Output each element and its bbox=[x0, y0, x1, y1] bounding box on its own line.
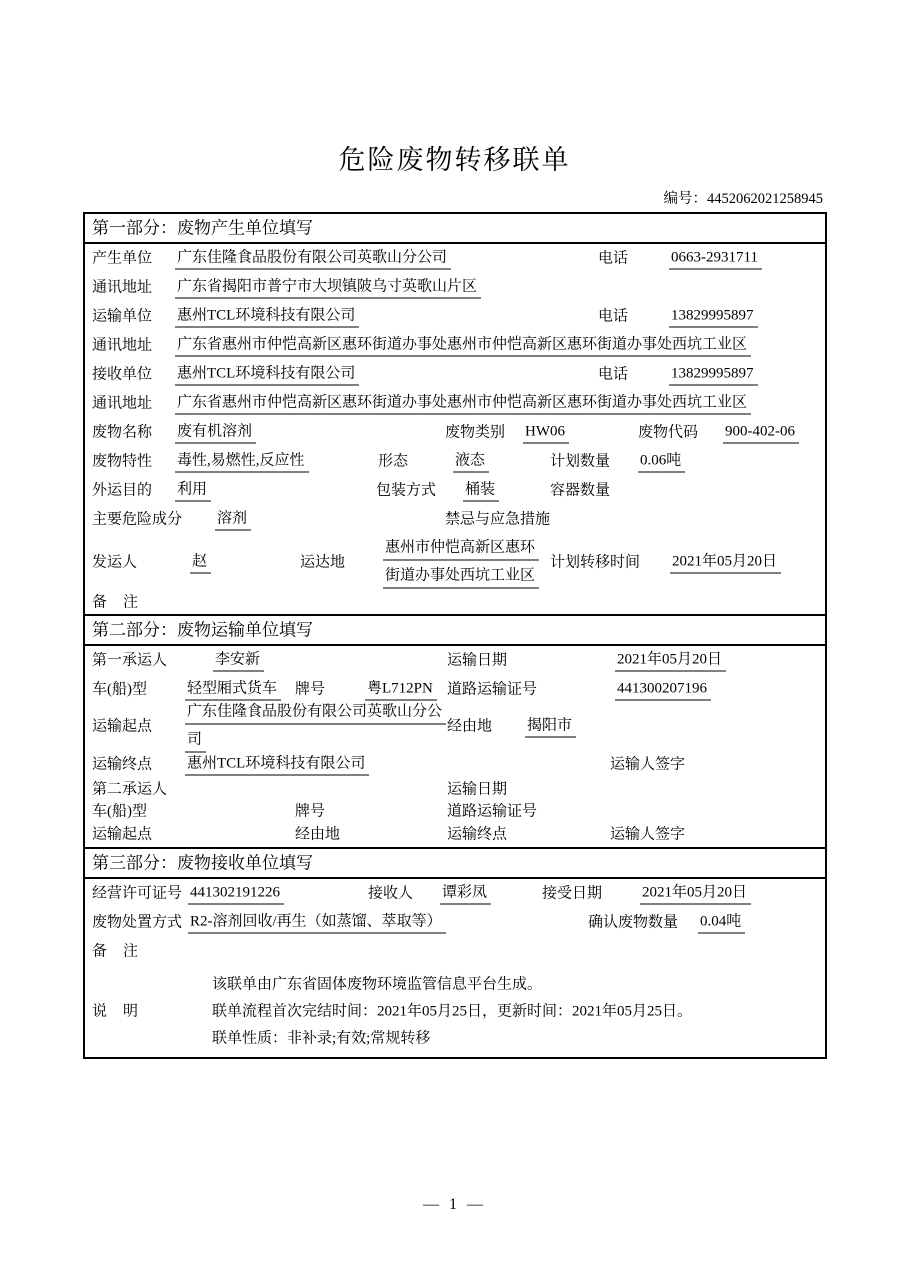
row-producer-address bbox=[85, 273, 825, 302]
waste-code-label: 废物代码 bbox=[638, 424, 699, 440]
row-waste-property bbox=[85, 447, 825, 476]
row-permit bbox=[85, 879, 825, 908]
hazard-label: 主要危险成分 bbox=[92, 511, 183, 527]
row-waste-name bbox=[85, 418, 825, 447]
row-carrier2 bbox=[85, 779, 825, 801]
end1-value: 惠州TCL环境科技有限公司 bbox=[185, 754, 369, 775]
sign1-label: 运输人签字 bbox=[610, 756, 686, 772]
section1-header bbox=[85, 214, 825, 244]
manifest-table bbox=[83, 212, 827, 1059]
row-origin1 bbox=[85, 704, 825, 750]
sign2-label: 运输人签字 bbox=[610, 826, 686, 843]
row-consignor bbox=[85, 534, 825, 591]
note-lines bbox=[212, 971, 692, 1052]
destination-label: 运达地 bbox=[300, 554, 346, 570]
form-label: 形态 bbox=[378, 453, 409, 469]
receive-date-value: 2021年05月20日 bbox=[640, 883, 751, 904]
plan-qty-label: 计划数量 bbox=[550, 453, 611, 469]
waste-name-value: 废有机溶剂 bbox=[175, 422, 256, 443]
carrier1-value: 李安新 bbox=[213, 650, 264, 671]
road-license2-label: 道路运输证号 bbox=[447, 803, 538, 820]
permit-value: 441302191226 bbox=[188, 883, 284, 904]
form-value: 液态 bbox=[453, 451, 489, 472]
waste-name-label: 废物名称 bbox=[92, 424, 153, 440]
row-transporter bbox=[85, 302, 825, 331]
confirm-qty-label: 确认废物数量 bbox=[588, 914, 679, 930]
document-title: 危险废物转移联单 bbox=[338, 145, 571, 175]
carrier1-label: 第一承运人 bbox=[92, 652, 168, 668]
row-hazard bbox=[85, 505, 825, 534]
plan-time-value: 2021年05月20日 bbox=[670, 552, 781, 573]
producer-label: 产生单位 bbox=[92, 250, 153, 266]
section1-header-text: 第一部分：废物产生单位填写 bbox=[92, 218, 313, 238]
row-vehicle2 bbox=[85, 801, 825, 823]
receive-person-label: 接收人 bbox=[368, 885, 414, 901]
section2-header bbox=[85, 614, 825, 646]
producer-tel-value: 0663-2931711 bbox=[669, 248, 762, 269]
transporter-label: 运输单位 bbox=[92, 308, 153, 324]
receiver-tel-value: 13829995897 bbox=[669, 364, 758, 385]
transporter-tel-value: 13829995897 bbox=[669, 306, 758, 327]
row-carrier1 bbox=[85, 646, 825, 675]
via1-value: 揭阳市 bbox=[525, 717, 576, 738]
purpose-value: 利用 bbox=[175, 480, 211, 501]
s1-remark-label: 备注 bbox=[92, 594, 155, 610]
section3-header bbox=[85, 847, 825, 879]
s3-remark-label: 备注 bbox=[92, 943, 155, 959]
destination-line1: 惠州市仲恺高新区惠环 bbox=[383, 537, 539, 560]
producer-tel-label: 电话 bbox=[598, 250, 629, 266]
plan-time-label: 计划转移时间 bbox=[550, 554, 641, 570]
confirm-qty-value: 0.04吨 bbox=[698, 912, 745, 933]
receiver-value: 惠州TCL环境科技有限公司 bbox=[175, 364, 359, 385]
row-purpose bbox=[85, 476, 825, 505]
plate1-label: 牌号 bbox=[295, 681, 326, 697]
row-producer bbox=[85, 244, 825, 273]
plate2-label: 牌号 bbox=[295, 803, 326, 820]
receiver-address-value: 广东省惠州市仲恺高新区惠环街道办事处惠州市仲恺高新区惠环街道办事处西坑工业区 bbox=[175, 393, 751, 414]
row-s3-remark bbox=[85, 937, 825, 966]
receiver-label: 接收单位 bbox=[92, 366, 153, 382]
receive-date-label: 接受日期 bbox=[542, 885, 603, 901]
receiver-address-label: 通讯地址 bbox=[92, 395, 153, 411]
vehicle1-label: 车(船)型 bbox=[92, 681, 147, 697]
disposal-label: 废物处置方式 bbox=[92, 914, 183, 930]
packing-value: 桶装 bbox=[463, 480, 499, 501]
disposal-value: R2-溶剂回收/再生（如蒸馏、萃取等） bbox=[188, 912, 446, 933]
waste-property-value: 毒性,易燃性,反应性 bbox=[175, 451, 309, 472]
emergency-label: 禁忌与应急措施 bbox=[445, 511, 551, 527]
waste-category-value: HW06 bbox=[523, 422, 569, 443]
carrier2-label: 第二承运人 bbox=[92, 781, 168, 798]
consignor-value: 赵 bbox=[190, 552, 211, 573]
waste-code-value: 900-402-06 bbox=[723, 422, 799, 443]
transporter-address-label: 通讯地址 bbox=[92, 337, 153, 353]
end2-label: 运输终点 bbox=[447, 826, 508, 843]
row-transporter-address bbox=[85, 331, 825, 360]
document-number-label: 编号： bbox=[663, 191, 707, 207]
page-number: — 1 — bbox=[423, 1196, 486, 1213]
consignor-label: 发运人 bbox=[92, 554, 138, 570]
road-license1-label: 道路运输证号 bbox=[447, 681, 538, 697]
note-line3: 联单性质：非补录;有效;常规转移 bbox=[212, 1030, 431, 1046]
vehicle2-label: 车(船)型 bbox=[92, 803, 147, 820]
transport-date1-label: 运输日期 bbox=[447, 652, 508, 668]
destination-line2: 街道办事处西坑工业区 bbox=[383, 565, 539, 588]
receiver-tel-label: 电话 bbox=[598, 366, 629, 382]
plate1-value: 粤L712PN bbox=[365, 679, 437, 700]
row-origin2 bbox=[85, 823, 825, 847]
origin1-value bbox=[185, 702, 446, 753]
row-note bbox=[85, 966, 825, 1057]
note-line1: 该联单由广东省固体废物环境监管信息平台生成。 bbox=[212, 976, 543, 992]
producer-address-label: 通讯地址 bbox=[92, 279, 153, 295]
plan-qty-value: 0.06吨 bbox=[638, 451, 685, 472]
producer-value: 广东佳隆食品股份有限公司英歌山分公司 bbox=[175, 248, 451, 269]
row-end1 bbox=[85, 750, 825, 779]
section2-header-text: 第二部分：废物运输单位填写 bbox=[92, 620, 313, 640]
destination-value bbox=[383, 537, 539, 588]
purpose-label: 外运目的 bbox=[92, 482, 153, 498]
transport-date2-label: 运输日期 bbox=[447, 781, 508, 798]
receive-person-value: 谭彩凤 bbox=[440, 883, 491, 904]
note-line2: 联单流程首次完结时间：2021年05月25日，更新时间：2021年05月25日。 bbox=[212, 1003, 693, 1019]
via1-label: 经由地 bbox=[447, 718, 493, 735]
producer-address-value: 广东省揭阳市普宁市大坝镇陂乌寸英歌山片区 bbox=[175, 277, 481, 298]
transporter-value: 惠州TCL环境科技有限公司 bbox=[175, 306, 359, 327]
note-label: 说明 bbox=[92, 1003, 155, 1019]
origin1-line1: 广东佳隆食品股份有限公司英歌山分公 bbox=[185, 702, 446, 725]
origin1-label: 运输起点 bbox=[92, 718, 153, 735]
waste-category-label: 废物类别 bbox=[445, 424, 506, 440]
row-s1-remark bbox=[85, 591, 825, 614]
via2-label: 经由地 bbox=[295, 826, 341, 843]
origin1-line2: 司 bbox=[185, 730, 206, 753]
permit-label: 经营许可证号 bbox=[92, 885, 183, 901]
transporter-tel-label: 电话 bbox=[598, 308, 629, 324]
hazard-value: 溶剂 bbox=[215, 509, 251, 530]
row-vehicle1 bbox=[85, 675, 825, 704]
transporter-address-value: 广东省惠州市仲恺高新区惠环街道办事处惠州市仲恺高新区惠环街道办事处西坑工业区 bbox=[175, 335, 751, 356]
road-license1-value: 441300207196 bbox=[615, 679, 711, 700]
document-number-value: 4452062021258945 bbox=[707, 191, 823, 207]
transport-date1-value: 2021年05月20日 bbox=[615, 650, 726, 671]
origin2-label: 运输起点 bbox=[92, 826, 153, 843]
end1-label: 运输终点 bbox=[92, 756, 153, 772]
row-receiver-address bbox=[85, 389, 825, 418]
container-qty-label: 容器数量 bbox=[550, 482, 611, 498]
waste-property-label: 废物特性 bbox=[92, 453, 153, 469]
row-disposal bbox=[85, 908, 825, 937]
row-receiver bbox=[85, 360, 825, 389]
document-number bbox=[664, 187, 824, 208]
vehicle1-value: 轻型厢式货车 bbox=[185, 679, 281, 700]
section3-header-text: 第三部分：废物接收单位填写 bbox=[92, 853, 313, 873]
packing-label: 包装方式 bbox=[376, 482, 437, 498]
